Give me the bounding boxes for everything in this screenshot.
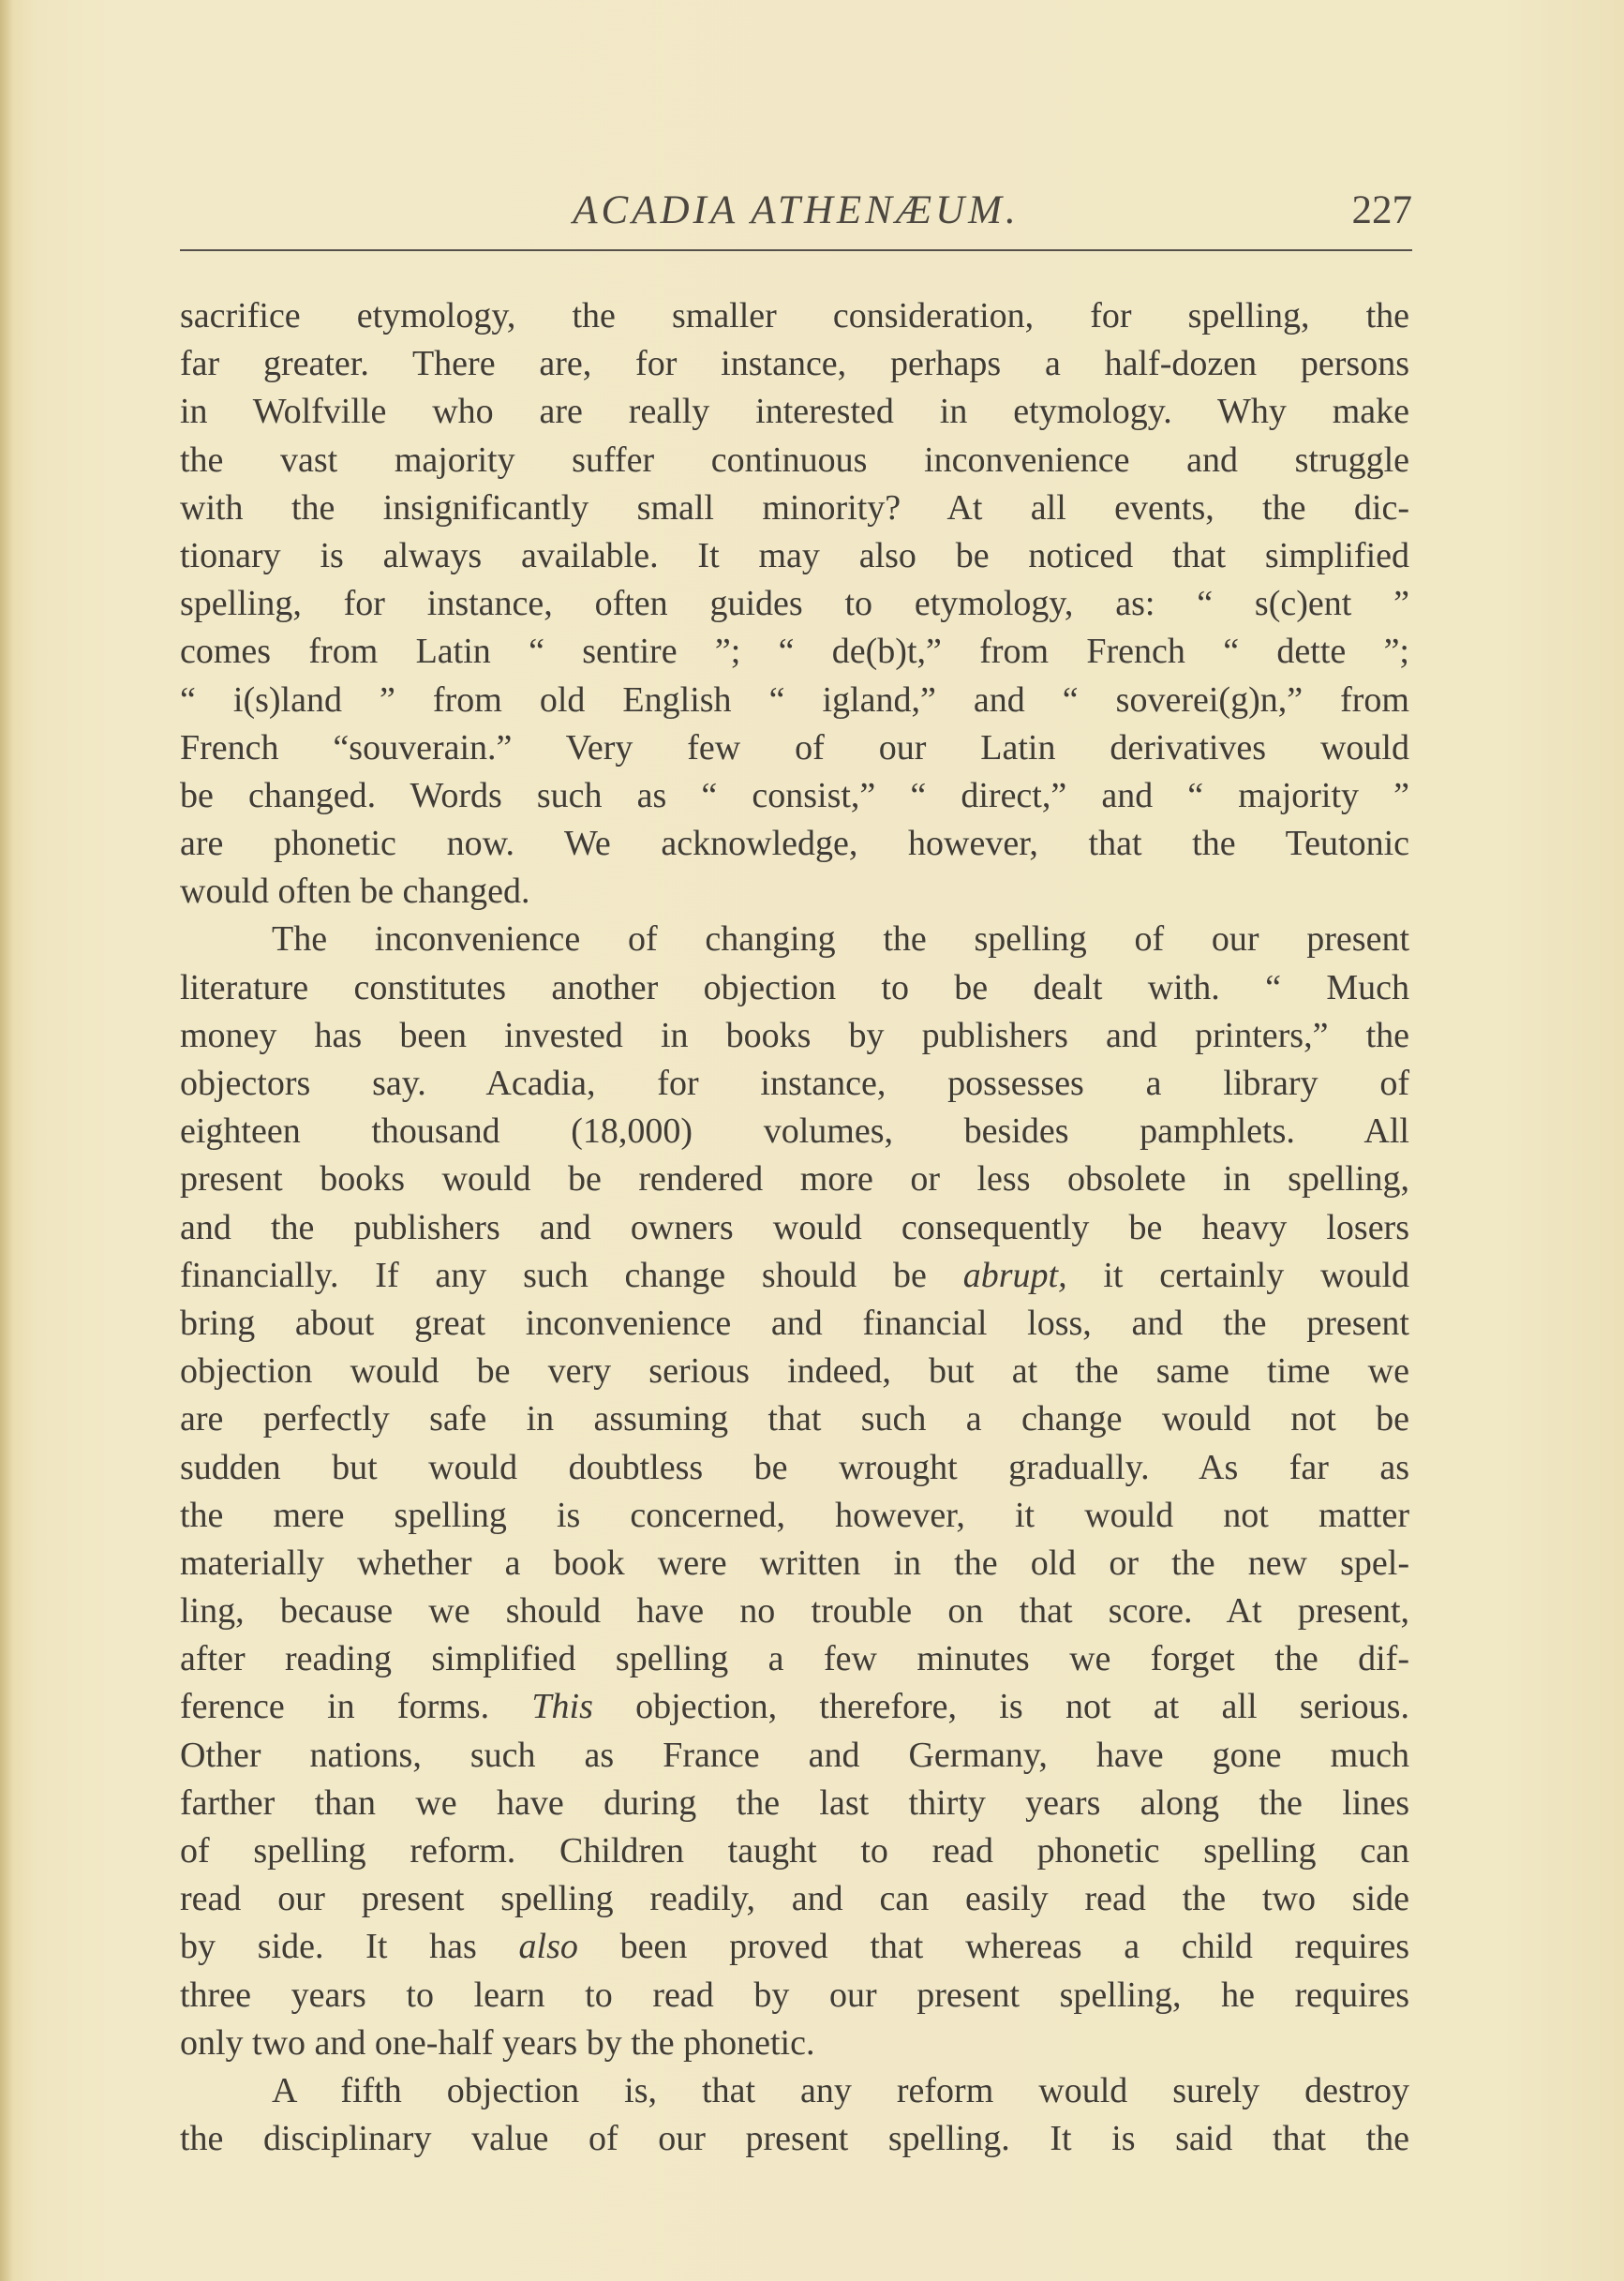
- text-line: of spelling reform. Children taught to read phonetic spelling can: [180, 1831, 1409, 1871]
- text-segment: ference in forms.: [180, 1687, 532, 1727]
- italic-word: also: [518, 1927, 578, 1967]
- text-line: after reading simplified spelling a few minutes we forget the dif-: [180, 1639, 1409, 1679]
- text-line: in Wolfville who are really interested in etymology. Why make: [180, 392, 1409, 432]
- text-line: three years to learn to read by our present spelling, he requires: [180, 1975, 1409, 2015]
- text-line: objectors say. Acadia, for instance, possesses a library of: [180, 1064, 1409, 1103]
- text-line: the mere spelling is concerned, however, it would not matter: [180, 1495, 1409, 1535]
- text-line: tionary is always available. It may also be noticed that simplified: [180, 535, 1409, 575]
- text-line: materially whether a book were written in the old or the new spel-: [180, 1543, 1409, 1583]
- text-line: the vast majority suffer continuous inconvenience and struggle: [180, 440, 1409, 480]
- text-line-with-italic: [180, 1923, 1409, 1971]
- paragraph-first-line: The inconvenience of changing the spelling of our present: [272, 919, 1409, 960]
- text-line: are perfectly safe in assuming that such a change would not be: [180, 1399, 1409, 1439]
- paragraph-first-line: A fifth objection is, that any reform would surely destroy: [272, 2070, 1409, 2110]
- text-line: be changed. Words such as “ consist,” “ direct,” and “ majority ”: [180, 775, 1409, 815]
- text-segment: it certainly would: [1066, 1255, 1410, 1295]
- text-line: bring about great inconvenience and financial loss, and the present: [180, 1303, 1409, 1343]
- text-line: comes from Latin “ sentire ”; “ de(b)t,” from French “ dette ”;: [180, 632, 1409, 672]
- text-line: Other nations, such as France and Germany, have gone much: [180, 1735, 1409, 1775]
- text-line: literature constitutes another objection to be dealt with. “ Much: [180, 967, 1409, 1007]
- journal-title: ACADIA ATHENÆUM.: [573, 188, 1020, 232]
- text-line: “ i(s)land ” from old English “ igland,” and “ soverei(g)n,” from: [180, 679, 1409, 720]
- text-line: read our present spelling readily, and can easily read the two side: [180, 1879, 1409, 1919]
- text-segment: by side. It has: [180, 1927, 519, 1967]
- page-edge-shadow: [0, 0, 13, 2281]
- text-segment: objection, therefore, is not at all serious.: [592, 1687, 1409, 1727]
- text-line: are phonetic now. We acknowledge, however, that the Teutonic: [180, 824, 1409, 864]
- text-line: and the publishers and owners would consequently be heavy losers: [180, 1207, 1409, 1247]
- text-line-with-italic: [180, 1252, 1409, 1300]
- text-line: far greater. There are, for instance, perhaps a half-dozen persons: [180, 344, 1409, 384]
- text-line: French “souverain.” Very few of our Latin derivatives would: [180, 727, 1409, 768]
- paragraph-last-line: only two and one-half years by the phonetic.: [180, 2022, 815, 2063]
- paragraph-last-line: would often be changed.: [180, 872, 530, 912]
- text-line: money has been invested in books by publishers and printers,” the: [180, 1015, 1409, 1055]
- text-line: the disciplinary value of our present spelling. It is said that the: [180, 2119, 1409, 2159]
- body-text: [180, 292, 1409, 2163]
- text-line: eighteen thousand (18,000) volumes, besides pamphlets. All: [180, 1111, 1409, 1152]
- text-line: sacrifice etymology, the smaller consideration, for spelling, the: [180, 296, 1409, 335]
- italic-word: This: [531, 1687, 593, 1727]
- page-number: 227: [1351, 188, 1412, 232]
- text-line: with the insignificantly small minority? At all events, the dic-: [180, 487, 1409, 528]
- header-rule: [180, 249, 1412, 251]
- text-line: present books would be rendered more or less obsolete in spelling,: [180, 1159, 1409, 1200]
- text-segment: financially. If any such change should be: [180, 1255, 963, 1295]
- text-line: objection would be very serious indeed, but at the same time we: [180, 1351, 1409, 1392]
- text-segment: been proved that whereas a child requires: [577, 1927, 1410, 1967]
- text-line: farther than we have during the last thirty years along the lines: [180, 1782, 1409, 1823]
- italic-word: abrupt,: [962, 1255, 1067, 1295]
- text-line: sudden but would doubtless be wrought gradually. As far as: [180, 1447, 1409, 1487]
- text-line-with-italic: [180, 1683, 1409, 1731]
- text-line: ling, because we should have no trouble on that score. At present,: [180, 1591, 1409, 1632]
- text-line: spelling, for instance, often guides to etymology, as: “ s(c)ent ”: [180, 584, 1409, 624]
- running-head: [180, 187, 1412, 249]
